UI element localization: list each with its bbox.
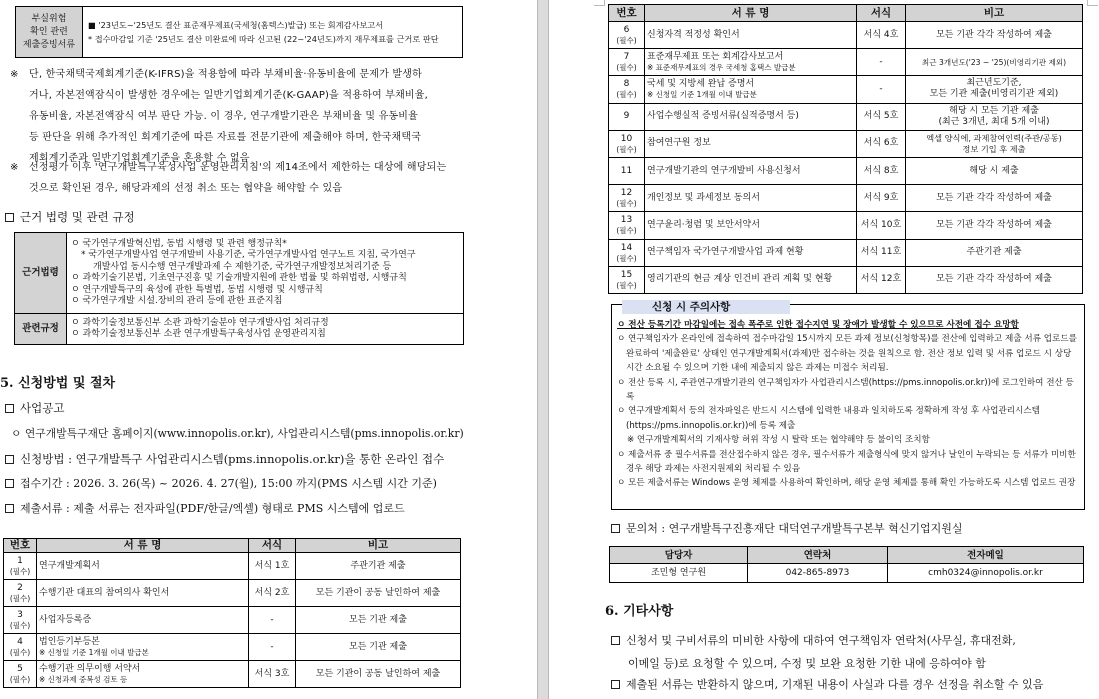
doc-form: 서식 9호	[857, 185, 906, 212]
doc-number-cell	[609, 130, 645, 157]
notice-item: ㅇ 제출서류 중 필수서류를 전산접수하지 않은 경우, 필수서류가 제출형식에 맞지 않거나 날인이 누락되는 등 서류가 미비한 경우 해당 과제는 사전지원제외 처리될 수 있음	[617, 449, 1076, 475]
doc-name-cell	[645, 212, 857, 239]
note-restriction	[10, 157, 475, 199]
required-tag: (필수)	[9, 567, 31, 576]
required-tag: (필수)	[616, 144, 637, 154]
col-header-name: 서 류 명	[645, 5, 857, 22]
doc-note: 모든 기관 각각 작성하여 제출	[936, 29, 1052, 40]
doc-name: 사업자등록증	[39, 614, 92, 625]
doc-name: 참여연구원 정보	[647, 138, 711, 149]
related-label: 관련규정	[15, 314, 67, 345]
legal-basis-table	[14, 232, 464, 345]
document-row	[4, 580, 461, 607]
checkbox-square-icon	[5, 504, 14, 513]
doc-name: 표준재무제표 또는 회계감사보고서	[647, 52, 784, 63]
basis-line: ㅇ 국가연구개발 시설.장비의 관리 등에 관한 표준지침	[71, 296, 283, 306]
document-row	[4, 607, 461, 634]
doc-form: 서식 1호	[249, 553, 296, 580]
doc-note: 모든 기관 제출	[349, 614, 407, 625]
doc-name: 법인등기부등본	[39, 637, 100, 647]
col-header-no: 번호	[4, 539, 37, 553]
document-row	[609, 185, 1083, 212]
basis-content	[67, 233, 464, 314]
page-corner-mark	[1087, 0, 1098, 6]
doc-number: 10	[620, 133, 633, 144]
doc-form: -	[857, 76, 906, 103]
col-header-name: 서 류 명	[37, 539, 249, 553]
doc-form: 서식 10호	[857, 212, 906, 239]
page-corner-mark	[594, 0, 605, 6]
basis-line: 개발사업 동시수행 연구개발과제 수 제한기준, 국가연구개발정보처리기준 등	[93, 261, 392, 272]
doc-name-cell	[645, 157, 857, 184]
doc-note: 엑셀 양식에, 과제참여인력(주관/공동)	[926, 132, 1062, 143]
section-6-title: 6. 기타사항	[605, 604, 674, 619]
doc-name-cell	[37, 580, 249, 607]
contact-phone[interactable]: 042-865-8973	[748, 564, 888, 583]
doc-number: 4	[17, 637, 23, 647]
required-tag: (필수)	[9, 621, 31, 630]
checkbox-square-icon	[5, 213, 14, 222]
doc-note-cell	[906, 103, 1083, 130]
section-5-title: 5. 신청방법 및 절차	[0, 376, 116, 391]
doc-number: 2	[17, 583, 23, 593]
note-line: 제회계기준과 일반기업회계기준을 혼용할 수 없음	[29, 153, 250, 164]
doc-note-cell	[906, 157, 1083, 184]
risk-label-line: 부실위험	[31, 13, 67, 24]
notice-item: ㅇ 연구개발계획서 등의 전자파일은 반드시 시스템에 입력한 내용과 일치하도록 정확하게 작성 후 사업관리시스템(https://pms.innopolis.or.kr))에 등록 제출	[617, 406, 1040, 431]
doc-name: 영리기관의 현금 계상 인건비 관리 계획 및 현황	[647, 274, 833, 285]
contact-email[interactable]: cmh0324@innopolis.or.kr	[888, 564, 1084, 583]
basis-line: ㅇ 과학기술기본법, 기초연구진흥 및 기술개발지원에 관한 법률 및 하위법령, 시행규칙	[71, 273, 407, 283]
contact-person: 조민형 연구원	[610, 564, 748, 583]
checkbox-square-icon	[5, 479, 14, 488]
doc-form: 서식 2호	[249, 580, 296, 607]
note-line: 것으로 확인된 경우, 해당과제의 선정 취소 또는 협약을 해약할 수 있음	[29, 183, 343, 194]
related-line: ㅇ 과학기술정보통신부 소관 연구개발특구육성사업 운영관리지침	[71, 329, 326, 339]
etc-item-2	[611, 676, 1043, 692]
doc-note: 모든 기관 각각 작성하여 제출	[936, 192, 1052, 203]
document-row	[609, 130, 1083, 157]
doc-name-cell	[645, 49, 857, 76]
doc-name-cell	[645, 239, 857, 266]
doc-note: 주관기관 제출	[966, 247, 1022, 258]
document-row	[609, 266, 1083, 293]
doc-number-cell	[609, 49, 645, 76]
documents-table-1-5	[3, 538, 461, 688]
reference-mark: ※	[10, 162, 19, 173]
notice-title: 신청 시 주의사항	[622, 300, 790, 314]
doc-name: 수행기관 의무이행 서약서	[39, 664, 141, 674]
notice-box	[611, 301, 1085, 510]
notice-item: ㅇ 전산 등록기간 마감일에는 접속 폭주로 인한 접수지연 및 장애가 발생할 수 있으므로 사전에 접수 요망함	[617, 320, 1019, 330]
required-tag: (필수)	[616, 226, 637, 236]
required-tag: (필수)	[9, 648, 31, 657]
required-tag: (필수)	[9, 675, 31, 684]
doc-name-cell	[37, 661, 249, 688]
doc-note: 주관기관 제출	[350, 560, 406, 571]
doc-note-cell	[906, 22, 1083, 49]
apply-method	[5, 451, 444, 467]
doc-note-cell	[296, 580, 461, 607]
document-row	[609, 103, 1083, 130]
note-line: 등 판단을 위해 추가적인 회계기준에 따른 자료를 전문기관에 제출해야 하며, 한국채택국	[29, 132, 422, 143]
checkbox-square-icon	[5, 404, 14, 413]
doc-number: 9	[623, 111, 630, 122]
required-tag: (필수)	[616, 36, 637, 46]
risk-content-cell	[83, 7, 463, 58]
doc-number-cell	[4, 661, 37, 688]
doc-form: 서식 12호	[857, 266, 906, 293]
etc-item-2-text: 제출된 서류는 반환하지 않으며, 기재된 내용이 사실과 다를 경우 선정을 취소할 수 있음	[626, 678, 1044, 691]
document-row	[609, 212, 1083, 239]
risk-evidence-table	[15, 6, 463, 58]
doc-name: 국세 및 지방세 완납 증명서	[647, 79, 755, 90]
legal-heading-text: 근거 법령 및 관련 규정	[20, 210, 135, 224]
doc-form: 서식 5호	[857, 103, 906, 130]
note-line: 거나, 자본전액잠식이 발생한 경우에는 일반기업회계기준(K-GAAP)을 적용하여 부채비율,	[29, 90, 429, 101]
doc-note-cell	[906, 130, 1083, 157]
etc-item-1-line: 신청서 및 구비서류의 미비한 사항에 대하여 연구책임자 연락처(사무실, 휴대전화,	[626, 634, 1016, 647]
col-header-note: 비고	[296, 539, 461, 553]
doc-number-cell	[609, 239, 645, 266]
doc-name: 연구윤리·청렴 및 보안서약서	[647, 219, 760, 230]
contact-header-phone: 연락처	[748, 547, 888, 564]
checkbox-square-icon	[5, 455, 14, 464]
legal-heading	[5, 209, 135, 225]
notice-item: ㅇ 모든 제출서류는 Windows 운영 체제를 사용하여 확인하며, 해당 운영 체제를 통해 확인 가능하도록 시스템 업로드 권장	[617, 478, 1076, 489]
doc-note-cell	[906, 185, 1083, 212]
doc-subnote: ※ 신청일 기준 1개월 이내 발급본	[39, 648, 149, 657]
doc-form: -	[249, 607, 296, 634]
doc-form: 서식 3호	[249, 661, 296, 688]
risk-content-line: ■ '23년도~'25년도 결산 표준재무제표(국세청(홈텍스)발급) 또는 회계감사보고서	[88, 20, 384, 30]
basis-line: ㅇ 국가연구개발혁신법, 동법 시행령 및 관련 행정규칙*	[71, 238, 287, 249]
risk-label-line: 확인 관련	[30, 26, 68, 37]
doc-number-cell	[4, 553, 37, 580]
apply-method-text: 신청방법 : 연구개발특구 사업관리시스템(pms.innopolis.or.kr)을 통한 온라인 접수	[20, 452, 445, 466]
doc-number: 3	[17, 610, 23, 620]
doc-note-cell	[296, 634, 461, 661]
doc-number: 8	[623, 79, 630, 90]
required-tag: (필수)	[616, 199, 637, 209]
document-row	[609, 239, 1083, 266]
doc-number-cell	[609, 266, 645, 293]
doc-name-cell	[645, 103, 857, 130]
doc-name-cell	[645, 22, 857, 49]
document-row	[4, 553, 461, 580]
doc-note-cell	[906, 49, 1083, 76]
notice-item: ※ 연구개발계획서의 기재사항 허위 작성 시 탈락 또는 협약해약 등 불이익 조치함	[627, 435, 930, 446]
doc-name-cell	[37, 553, 249, 580]
doc-name: 수행기관 대표의 참여의사 확인서	[39, 587, 170, 598]
doc-name-cell	[37, 634, 249, 661]
doc-note-cell	[296, 607, 461, 634]
apply-period	[5, 475, 437, 491]
document-row	[609, 22, 1083, 49]
basis-line: * 국가연구개발사업 연구개발비 사용기준, 국가연구개발사업 연구노트 지침, 국가연구	[81, 250, 416, 260]
col-header-no: 번호	[609, 5, 645, 22]
documents-table-6-15	[608, 4, 1083, 294]
doc-subnote: ※ 신청과제 중복성 검토 등	[39, 675, 128, 684]
doc-note-cell	[906, 212, 1083, 239]
announce-heading	[5, 400, 64, 416]
doc-form: 서식 8호	[857, 157, 906, 184]
doc-subnote: ※ 표준재무제표의 경우 국세청 홈택스 발급분	[647, 63, 796, 73]
announce-heading-text: 사업공고	[20, 401, 65, 415]
risk-content-line: * 접수마감일 기준 '25년도 결산 미완료에 따라 신고된 (22~'24년도)까지 재무제표를 근거로 판단	[88, 34, 439, 44]
doc-number-cell	[4, 580, 37, 607]
doc-note-cell	[906, 239, 1083, 266]
document-row	[609, 76, 1083, 103]
document-row	[4, 661, 461, 688]
basis-label: 근거법령	[15, 233, 67, 314]
required-tag: (필수)	[9, 594, 31, 603]
doc-number: 6	[623, 25, 630, 36]
doc-number-cell	[609, 212, 645, 239]
page-gutter	[537, 0, 549, 699]
doc-number: 12	[620, 188, 633, 199]
doc-number-cell	[609, 22, 645, 49]
doc-subnote: ※ 신청일 기준 1개월 이내 발급분	[647, 90, 757, 100]
submit-docs	[5, 500, 405, 516]
doc-number: 13	[620, 215, 633, 226]
document-row	[609, 49, 1083, 76]
doc-name-cell	[645, 76, 857, 103]
checkbox-square-icon	[611, 680, 620, 689]
basis-line: ㅇ 연구개발특구의 육성에 관한 특별법, 동법 시행령 및 시행규칙	[71, 284, 323, 295]
document-row	[4, 634, 461, 661]
doc-note-cell	[906, 266, 1083, 293]
checkbox-square-icon	[611, 524, 620, 533]
col-header-form: 서식	[249, 539, 296, 553]
contact-heading-text: 문의처 : 연구개발특구진흥재단 대덕연구개발특구본부 혁신기업지원실	[626, 522, 963, 535]
contact-header-person: 담당자	[610, 547, 748, 564]
doc-number: 1	[17, 556, 23, 566]
required-tag: (필수)	[616, 90, 637, 100]
etc-item-1	[611, 629, 1016, 675]
doc-note: 모든 기관 제출	[349, 641, 407, 652]
doc-note: (최근 3개년, 최대 5개 이내)	[938, 116, 1050, 127]
doc-name: 연구개발계획서	[39, 560, 100, 571]
notice-item: ㅇ 연구책임자가 온라인에 접속하여 접수마감일 15시까지 모든 과제 정보(신청항목)를 전산에 입력하고 제출 서류 업로드를 완료하여 '제출완료' 상태인 연구개발계획서(과제)만 접수하는 것을 원칙으로 함. 전산 정보 입력 및 서류 업로드 시 상당 시간 소요될 수 있으며 기한 내에 제출되지 않은 과제는 미접수 처리됨.	[617, 334, 1077, 374]
doc-form: 서식 6호	[857, 130, 906, 157]
doc-number-cell	[609, 76, 645, 103]
doc-form: 서식 4호	[857, 22, 906, 49]
doc-note: 모든 기관 각각 작성하여 제출	[936, 219, 1052, 230]
related-content	[67, 314, 464, 345]
doc-name: 연구개발기관의 연구개발비 사용신청서	[647, 165, 801, 176]
contact-heading	[611, 520, 962, 536]
doc-note: 모든 기관이 공동 날인하여 제출	[315, 587, 441, 598]
risk-label-line: 제출증빙서류	[22, 39, 76, 50]
risk-label-cell	[16, 7, 83, 58]
required-tag: (필수)	[616, 280, 637, 290]
doc-number-cell	[4, 634, 37, 661]
doc-number: 11	[620, 165, 633, 176]
doc-name-cell	[37, 607, 249, 634]
checkbox-square-icon	[611, 636, 620, 645]
doc-note-cell	[296, 661, 461, 688]
apply-period-text: 접수기간 : 2026. 3. 26(목) ~ 2026. 4. 27(월), 15:00 까지(PMS 시스템 시간 기준)	[20, 477, 437, 490]
note-kifrs	[10, 64, 475, 169]
doc-name: 개인정보 및 과세정보 동의서	[647, 192, 760, 203]
document-row	[609, 157, 1083, 184]
doc-note: 모든 기관 제출(비영리기관 제외)	[929, 89, 1059, 100]
doc-name: 연구책임자 국가연구개발사업 과제 현황	[647, 247, 804, 258]
doc-form: 서식 11호	[857, 239, 906, 266]
doc-name: 신청자격 적정성 확인서	[647, 29, 740, 40]
doc-number-cell	[609, 103, 645, 130]
doc-note: 해당 시 모든 기관 제출	[949, 105, 1039, 116]
doc-number: 7	[623, 52, 630, 63]
contact-header-email: 전자메일	[888, 547, 1084, 564]
note-line: 선정평가 이후 '연구개발특구육성사업 운영관리지침'의 제14조에서 제한하는 대상에 해당되는	[29, 162, 447, 173]
right-page	[549, 0, 1099, 699]
reference-mark: ※	[10, 69, 19, 80]
announce-links: ㅇ 연구개발특구재단 홈페이지(www.innopolis.or.kr), 사업관리시스템(pms.innopolis.or.kr)	[11, 427, 464, 440]
col-header-form: 서식	[857, 5, 906, 22]
doc-note-cell	[906, 76, 1083, 103]
required-tag: (필수)	[616, 253, 637, 263]
note-line: 단, 한국채택국제회계기준(K-IFRS)을 적용함에 따라 부채비율·유동비율에 문제가 발생하	[29, 69, 422, 80]
doc-number-cell	[609, 157, 645, 184]
doc-number-cell	[609, 185, 645, 212]
doc-note-cell	[296, 553, 461, 580]
submit-docs-text: 제출서류 : 제출 서류는 전자파일(PDF/한글/엑셀) 형태로 PMS 시스템에 업로드	[20, 502, 405, 515]
required-tag: (필수)	[616, 63, 637, 73]
doc-number: 15	[620, 269, 633, 280]
etc-item-1-line: 이메일 등)로 요청할 수 있으며, 수정 및 보완 요청한 기한 내에 응하여야 함	[628, 657, 986, 670]
doc-number: 14	[620, 242, 633, 253]
doc-note: 최근년도기준,	[966, 78, 1022, 89]
doc-name-cell	[645, 266, 857, 293]
doc-note: 해당 시 제출	[969, 165, 1019, 176]
notice-item: ㅇ 전산 등록 시, 주관연구개발기관의 연구책임자가 사업관리시스템(https://pms.innopolis.or.kr))에 로그인하여 전산 등록	[617, 377, 1074, 403]
related-line: ㅇ 과학기술정보통신부 소관 과학기술분야 연구개발사업 처리규정	[71, 317, 329, 328]
note-line: 유동비율, 자본전액잠식 여부 판단 가능. 이 경우, 연구개발기관은 부채비율 및 유동비율	[29, 111, 419, 122]
doc-note: 모든 기관 각각 작성하여 제출	[936, 274, 1052, 285]
col-header-note: 비고	[906, 5, 1083, 22]
doc-note: 모든 기관이 공동 날인하여 제출	[315, 668, 441, 679]
doc-form: -	[857, 49, 906, 76]
doc-name-cell	[645, 185, 857, 212]
doc-note: 정보 기입 후 제출	[962, 143, 1026, 154]
doc-form: -	[249, 634, 296, 661]
contact-table	[609, 546, 1084, 583]
doc-number-cell	[4, 607, 37, 634]
doc-note: 최근 3개년도('23 ~ '25)(비영리기관 제외)	[921, 57, 1067, 67]
doc-number: 5	[17, 664, 23, 674]
doc-name-cell	[645, 130, 857, 157]
left-page	[0, 0, 537, 699]
doc-name: 사업수행실적 증빙서류(실적증명서 등)	[647, 111, 799, 122]
